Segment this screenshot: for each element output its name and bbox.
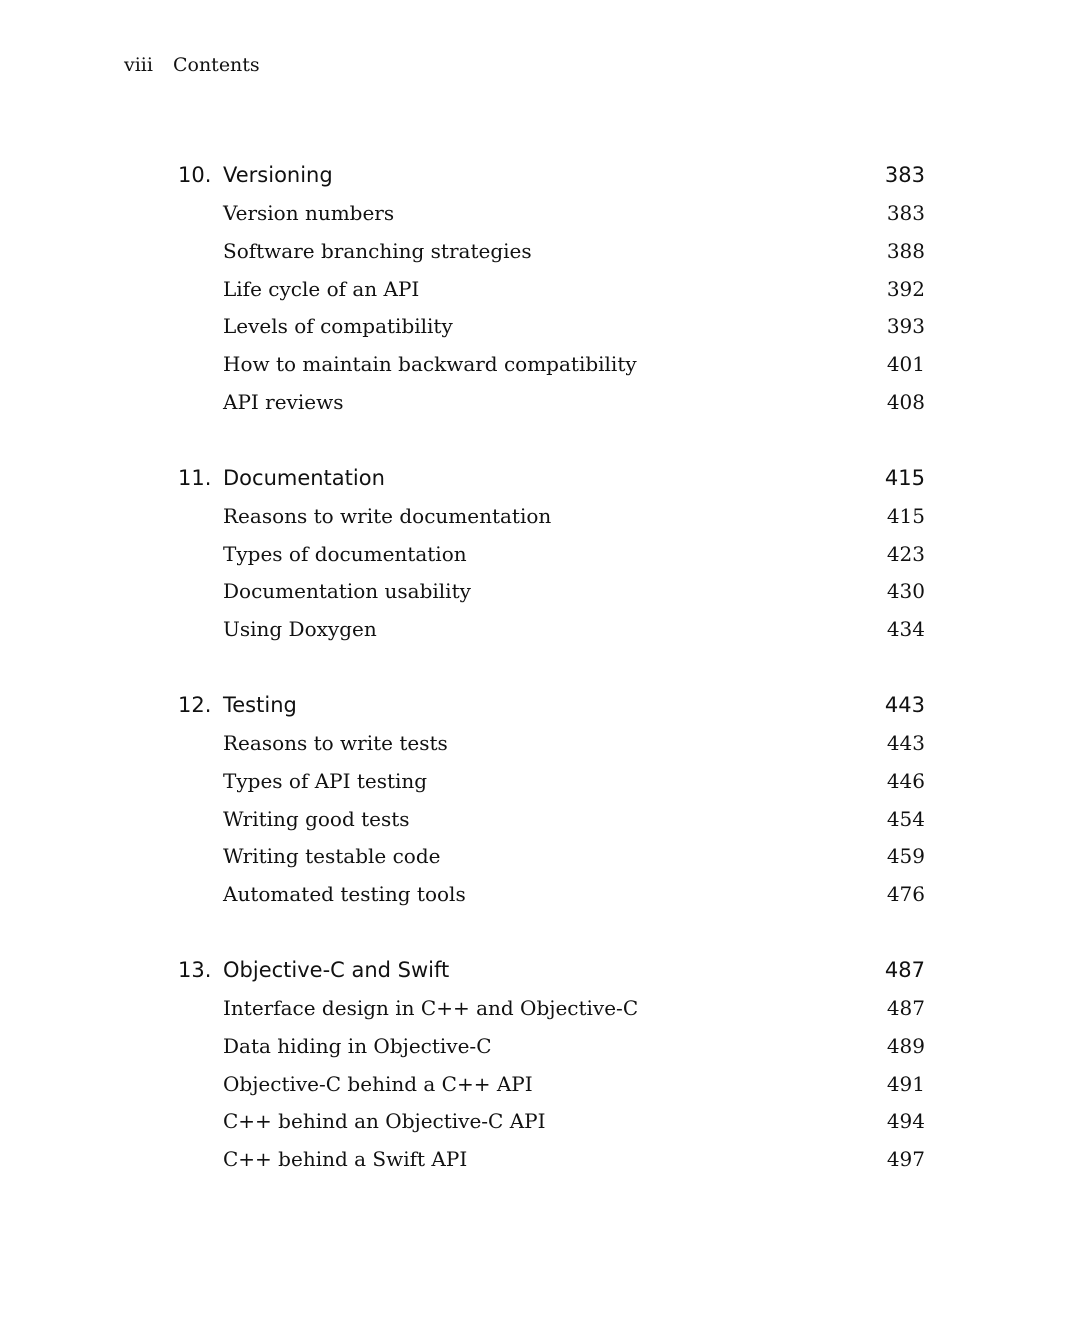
- entry-title: Automated testing tools: [223, 882, 466, 907]
- entry-title: Writing good tests: [223, 806, 410, 831]
- entry-title: Data hiding in Objective-C: [223, 1033, 492, 1058]
- entry-page: 487: [886, 995, 925, 1020]
- running-head: [124, 52, 260, 78]
- entry-page: 434: [886, 617, 925, 642]
- chapter-10: [178, 159, 925, 424]
- toc-entry[interactable]: [178, 538, 925, 576]
- entry-page: 430: [886, 579, 925, 604]
- toc-entry[interactable]: [178, 386, 925, 424]
- entry-page: 497: [886, 1147, 925, 1172]
- entry-page: 476: [886, 882, 925, 907]
- toc-entry[interactable]: [178, 273, 925, 311]
- entry-page: 494: [886, 1109, 925, 1134]
- entry-title: Reasons to write tests: [223, 730, 448, 755]
- entry-title: Interface design in C++ and Objective-C: [223, 995, 639, 1020]
- entry-title: Levels of compatibility: [223, 314, 453, 339]
- chapter-page: 443: [884, 692, 925, 717]
- toc-entry[interactable]: [178, 1105, 925, 1143]
- entry-page: 491: [886, 1071, 925, 1096]
- chapter-heading[interactable]: [178, 159, 925, 197]
- entry-title: Types of documentation: [223, 541, 467, 566]
- toc-entry[interactable]: [178, 727, 925, 765]
- chapter-11: [178, 462, 925, 651]
- entry-page: 388: [886, 238, 925, 263]
- entry-page: 408: [886, 389, 925, 414]
- table-of-contents: [178, 159, 925, 1219]
- toc-entry[interactable]: [178, 613, 925, 651]
- entry-page: 454: [886, 806, 925, 831]
- chapter-heading[interactable]: [178, 954, 925, 992]
- entry-title: Life cycle of an API: [223, 276, 420, 301]
- header-running-title: Contents: [172, 54, 260, 76]
- toc-entry[interactable]: [178, 235, 925, 273]
- toc-entry[interactable]: [178, 765, 925, 803]
- toc-entry[interactable]: [178, 992, 925, 1030]
- toc-entry[interactable]: [178, 310, 925, 348]
- toc-entry[interactable]: [178, 348, 925, 386]
- entry-title: Version numbers: [223, 201, 395, 225]
- chapter-number: 13.: [178, 957, 212, 982]
- toc-entry[interactable]: [178, 1030, 925, 1068]
- entry-page: 446: [886, 768, 925, 793]
- chapter-title: Testing: [223, 692, 297, 717]
- entry-title: Software branching strategies: [223, 238, 532, 263]
- entry-page: 415: [886, 503, 925, 528]
- entry-page: 383: [886, 201, 925, 225]
- entry-title: Writing testable code: [223, 844, 441, 869]
- entry-page: 401: [886, 352, 925, 377]
- toc-entry[interactable]: [178, 878, 925, 916]
- entry-title: Documentation usability: [223, 579, 471, 604]
- entry-title: Using Doxygen: [223, 617, 377, 642]
- entry-title: C++ behind a Swift API: [223, 1147, 468, 1172]
- entry-title: Reasons to write documentation: [223, 503, 552, 528]
- chapter-number: 12.: [178, 692, 212, 717]
- chapter-title: Objective-C and Swift: [223, 957, 450, 982]
- chapter-page: 487: [884, 957, 925, 982]
- chapter-page: 415: [884, 465, 925, 490]
- chapter-number: 11.: [178, 465, 212, 490]
- entry-page: 423: [886, 541, 925, 566]
- chapter-title: Documentation: [223, 465, 385, 490]
- toc-entry[interactable]: [178, 197, 925, 235]
- toc-entry[interactable]: [178, 1068, 925, 1106]
- toc-entry[interactable]: [178, 500, 925, 538]
- entry-page: 393: [886, 314, 925, 339]
- entry-title: API reviews: [223, 389, 344, 414]
- entry-page: 443: [886, 730, 925, 755]
- entry-page: 459: [886, 844, 925, 869]
- chapter-heading[interactable]: [178, 689, 925, 727]
- entry-page: 489: [886, 1033, 925, 1058]
- toc-entry[interactable]: [178, 803, 925, 841]
- chapter-title: Versioning: [223, 163, 333, 187]
- entry-title: How to maintain backward compatibility: [223, 352, 637, 377]
- entry-title: Objective-C behind a C++ API: [223, 1071, 533, 1096]
- chapter-13: [178, 954, 925, 1181]
- toc-entry[interactable]: [178, 840, 925, 878]
- chapter-12: [178, 689, 925, 916]
- toc-entry[interactable]: [178, 1143, 925, 1181]
- chapter-heading[interactable]: [178, 462, 925, 500]
- entry-title: C++ behind an Objective-C API: [223, 1109, 546, 1134]
- entry-page: 392: [886, 276, 925, 301]
- chapter-number: 10.: [178, 163, 212, 187]
- chapter-page: 383: [884, 163, 925, 187]
- header-page-number: viii: [124, 54, 153, 76]
- toc-entry[interactable]: [178, 575, 925, 613]
- entry-title: Types of API testing: [223, 768, 428, 793]
